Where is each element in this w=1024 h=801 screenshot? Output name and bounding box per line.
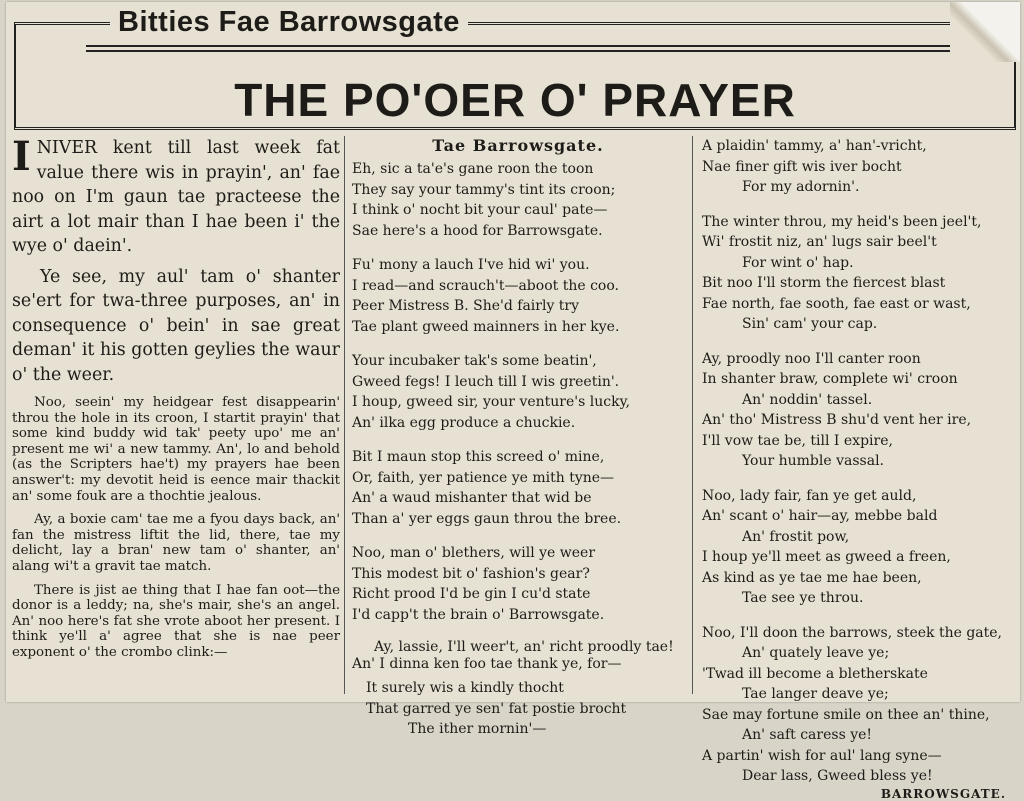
stanza (352, 351, 684, 433)
verse-line: A plaidin' tammy, a' han'-vricht, (702, 138, 927, 154)
drop-cap: I (12, 133, 31, 180)
stanza (352, 159, 684, 241)
verse-line: I houp, gweed sir, your venture's lucky, (352, 394, 631, 410)
verse-line: Wi' frostit niz, an' lugs sair beel't (702, 234, 937, 250)
verse-line: An' a waud mishanter that wid be (352, 490, 592, 506)
lead-paragraph-2: Ye see, my aul' tam o' shanter se'ert for twa-three purposes, an' in consequence o' bein' in sae great deman' it his gotten geylies the waur o' the weer. (12, 266, 340, 385)
prose-reply: Ay, lassie, I'll weer't, an' richt proodly tae! An' I dinna ken foo tae thank ye, for— (352, 639, 674, 672)
verse-line: Bit I maun stop this screed o' mine, (352, 449, 605, 465)
verse-line: As kind as ye tae me hae been, (702, 569, 922, 586)
stanza (702, 212, 1020, 335)
headline: THE PO'OER O' PRAYER (234, 74, 796, 126)
lead-paragraph: INIVER kent till last week fat value there wis in prayin', an' fae noo on I'm gaun tae practeese the airt a lot mair than I hae been i' the wye o' daein'. (12, 133, 340, 256)
stanza (702, 486, 1020, 609)
stanza (352, 255, 684, 337)
column-3 (702, 136, 1020, 801)
newspaper-clipping (6, 2, 1020, 801)
stanza (352, 543, 684, 625)
verse-line: Dear lass, Gweed bless ye! (742, 768, 933, 784)
verse-line: Your incubaker tak's some beatin', (352, 353, 597, 369)
stanza (702, 623, 1020, 787)
verse-line: Than a' yer eggs gaun throu the bree. (352, 510, 622, 527)
verse-line: I houp ye'll meet as gweed a freen, (702, 549, 951, 565)
verse-line: Tae langer deave ye; (742, 686, 889, 702)
verse-line: Noo, man o' blethers, will ye weer (352, 545, 596, 561)
verse-line: Peer Mistress B. She'd fairly try (352, 298, 580, 314)
verse-line: Nae finer gift wis iver bocht (702, 158, 902, 175)
poem-title: Tae Barrowsgate. (432, 136, 604, 155)
verse-line: They say your tammy's tint its croon; (352, 181, 616, 198)
verse-line: Noo, I'll doon the barrows, steek the gate, (702, 624, 1003, 641)
paragraph: There is jist ae thing that I hae fan oot—the donor is a leddy; na, she's mair, she's an angel. An' noo here's fat she vrote aboot her present. I think ye'll a' agree that she is nae peer exponent o' the crombo clink:— (12, 582, 340, 660)
stanza (352, 447, 684, 529)
verse-line: Eh, sic a ta'e's gane roon the toon (352, 161, 594, 177)
verse-line: An' ilka egg produce a chuckie. (352, 414, 576, 431)
verse-line: Fu' mony a lauch I've hid wi' you. (352, 257, 590, 273)
verse-line: Fae north, fae sooth, fae east or wast, (702, 295, 971, 312)
verse-line: An' noddin' tassel. (742, 391, 873, 408)
verse-line: Tae plant gweed mainners in her kye. (352, 318, 620, 335)
verse-line: Ay, proodly noo I'll canter roon (702, 350, 921, 367)
signature: BARROWSGATE. (880, 786, 1006, 801)
verse-line: Sae here's a hood for Barrowsgate. (352, 222, 603, 239)
stanza (702, 349, 1020, 472)
verse-line: An' scant o' hair—ay, mebbe bald (702, 508, 938, 524)
kicker-rule (86, 45, 1008, 52)
verse-line: Your humble vassal. (742, 453, 884, 469)
paragraph: Ay, a boxie cam' tae me a fyou days back, an' fan the mistress liftit the lid, there, tae my delicht, lay a bran' new tam o' shanter, an' alang wi't a gravit tae match. (12, 512, 340, 574)
verse-line: Sin' cam' your cap. (742, 316, 878, 332)
verse-line: 'Twad ill become a bletherskate (702, 665, 928, 682)
verse-line: I think o' nocht bit your caul' pate— (352, 202, 608, 218)
column-1 (12, 133, 340, 661)
verse-line: I read—and scrauch't—aboot the coo. (352, 277, 619, 294)
verse-line: An' saft caress ye! (742, 727, 873, 743)
stanza (702, 136, 1020, 198)
verse-line: It surely wis a kindly thocht (366, 680, 564, 696)
verse-line: I'll vow tae be, till I expire, (702, 432, 893, 449)
verse-line: Gweed fegs! I leuch till I wis greetin'. (352, 373, 620, 390)
closing-verse (352, 678, 684, 740)
verse-line: I'd capp't the brain o' Barrowsgate. (352, 606, 605, 623)
column-rule (692, 136, 693, 694)
column-rule (344, 136, 345, 694)
column-2 (352, 136, 684, 740)
kicker: Bitties Fae Barrowsgate (110, 6, 468, 39)
verse-line: This modest bit o' fashion's gear? (352, 565, 590, 582)
paragraph: Noo, seein' my heidgear fest disappearin' throu the hole in its croon, I startit prayin' that some kind buddy wid tak' peety upo' me an' present me wi' a new tammy. An', lo and behold (as the Scripters hae't) my prayers hae been answer't: my devotit heid is eence mair thackit an' some fouk are a thochtie jealous. (12, 395, 340, 504)
verse-line: Or, faith, yer patience ye mith tyne— (352, 469, 615, 486)
verse-line: For my adornin'. (742, 179, 860, 195)
verse-line: A partin' wish for aul' lang syne— (702, 747, 942, 764)
verse-line: An' tho' Mistress B shu'd vent her ire, (702, 412, 972, 428)
verse-line: The winter throu, my heid's been jeel't, (702, 213, 982, 230)
verse-line: Tae see ye throu. (742, 590, 864, 606)
verse-line: An' frostit pow, (742, 528, 850, 545)
verse-line: For wint o' hap. (742, 254, 854, 271)
verse-line: The ither mornin'— (408, 721, 547, 737)
verse-line: In shanter braw, complete wi' croon (702, 371, 958, 387)
verse-line: Bit noo I'll storm the fiercest blast (702, 275, 946, 291)
verse-line: Sae may fortune smile on thee an' thine, (702, 706, 990, 723)
verse-line: An' quately leave ye; (742, 645, 890, 661)
verse-line: Richt prood I'd be gin I cu'd state (352, 586, 591, 602)
verse-line: Noo, lady fair, fan ye get auld, (702, 487, 917, 504)
verse-line: That garred ye sen' fat postie brocht (366, 700, 627, 717)
